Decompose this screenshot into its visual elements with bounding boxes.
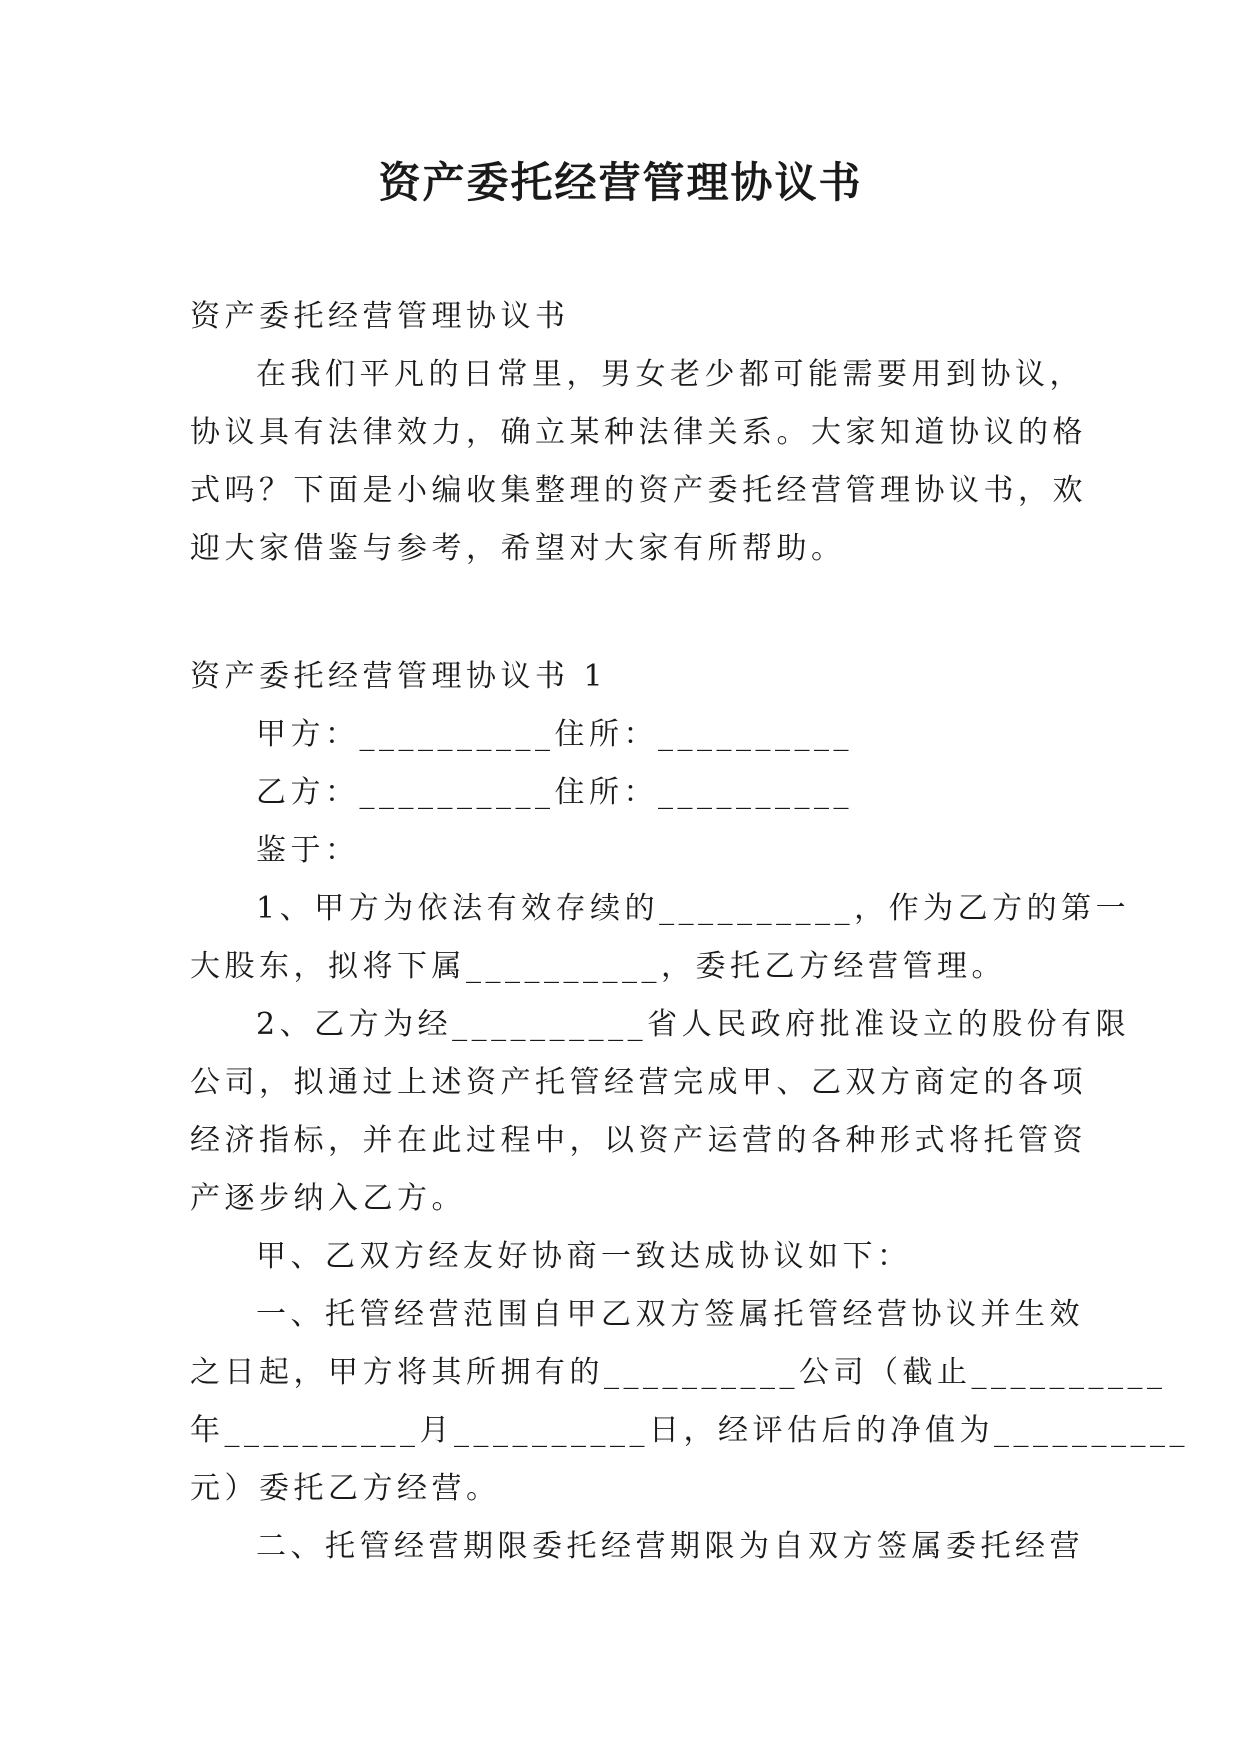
clause-1-line-1: 一、托管经营范围自甲乙双方签属托管经营协议并生效 <box>256 1297 1084 1332</box>
party-b-line: 乙方：__________住所：__________ <box>256 775 853 810</box>
recital-1-line-1: 1、甲方为依法有效存续的__________，作为乙方的第一 <box>256 891 1131 926</box>
intro-line-4: 迎大家借鉴与参考，希望对大家有所帮助。 <box>190 531 846 566</box>
section-heading: 资产委托经营管理协议书 1 <box>190 659 608 694</box>
document-body <box>190 288 1189 1576</box>
agreement-line: 甲、乙双方经友好协商一致达成协议如下： <box>256 1239 912 1274</box>
intro-line-2: 协议具有法律效力，确立某种法律关系。大家知道协议的格 <box>190 415 1087 450</box>
clause-1-line-3: 年__________月__________日，经评估后的净值为__________ <box>190 1413 1189 1448</box>
subtitle-line: 资产委托经营管理协议书 <box>190 299 570 334</box>
recital-2-line-1: 2、乙方为经__________省人民政府批准设立的股份有限 <box>256 1007 1131 1042</box>
paragraph-gap <box>190 578 1052 648</box>
recital-2-line-4: 产逐步纳入乙方。 <box>190 1181 466 1216</box>
intro-line-1: 在我们平凡的日常里，男女老少都可能需要用到协议， <box>256 357 1084 392</box>
clause-1-line-4: 元）委托乙方经营。 <box>190 1471 501 1506</box>
whereas-line: 鉴于： <box>256 833 360 868</box>
clause-2-line-1: 二、托管经营期限委托经营期限为自双方签属委托经营 <box>256 1529 1084 1564</box>
recital-2-line-2: 公司，拟通过上述资产托管经营完成甲、乙双方商定的各项 <box>190 1065 1087 1100</box>
recital-2-line-3: 经济指标，并在此过程中，以资产运营的各种形式将托管资 <box>190 1123 1087 1158</box>
intro-line-3: 式吗？下面是小编收集整理的资产委托经营管理协议书，欢 <box>190 473 1087 508</box>
document-title: 资产委托经营管理协议书 <box>378 158 863 207</box>
recital-1-line-2: 大股东，拟将下属__________，委托乙方经营管理。 <box>190 949 1006 984</box>
party-a-line: 甲方：__________住所：__________ <box>256 717 853 752</box>
clause-1-line-2: 之日起，甲方将其所拥有的__________公司（截止__________ <box>190 1355 1167 1390</box>
